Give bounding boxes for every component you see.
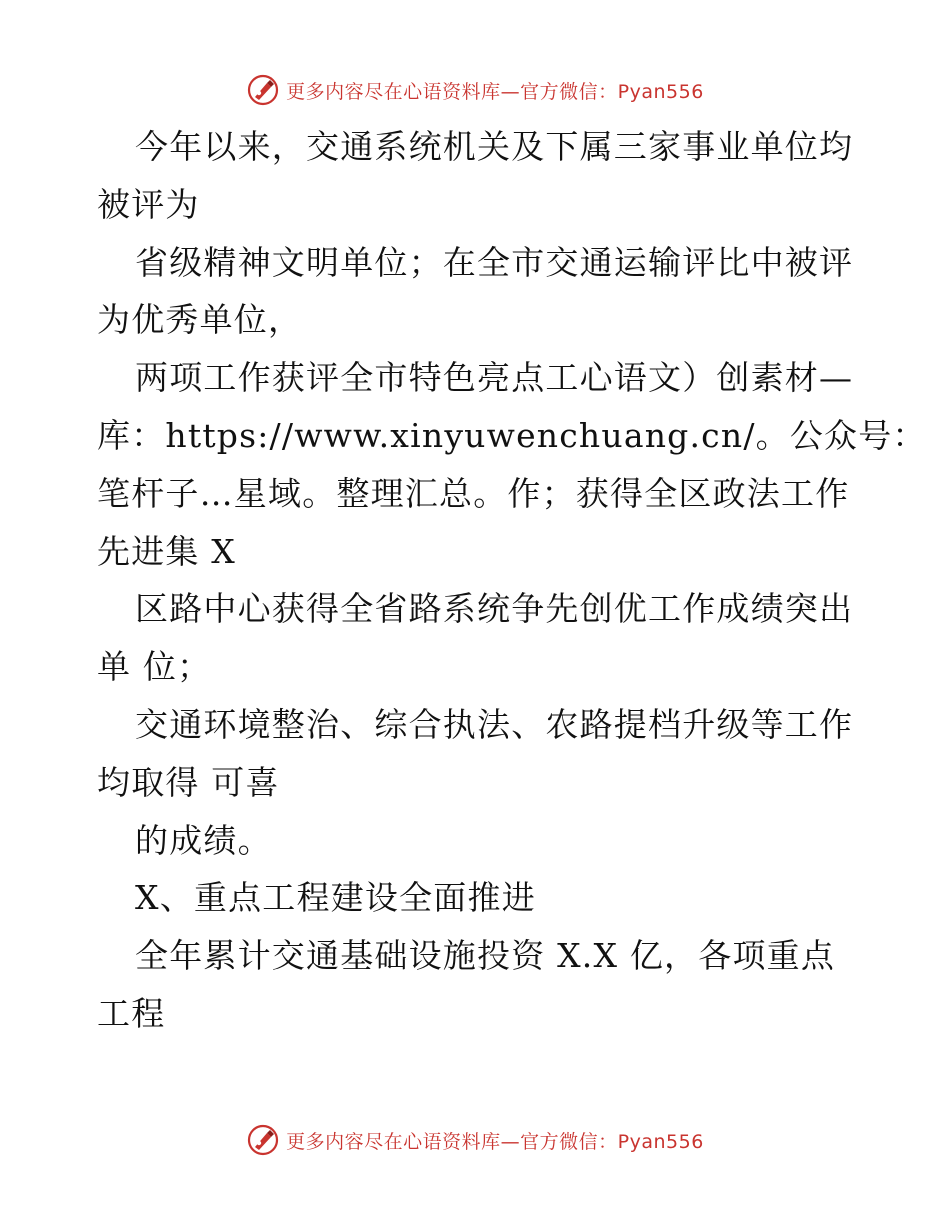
body-line: 均取得 可喜 xyxy=(97,762,280,802)
body-line: 今年以来，交通系统机关及下属三家事业单位均 xyxy=(135,127,854,166)
body-line: 为优秀单位， xyxy=(97,300,303,340)
body-line: 的成绩。 xyxy=(135,820,272,860)
body-line: 交通环境整治、综合执法、农路提档升级等工作 xyxy=(135,704,854,744)
body-line: 笔杆子…星域。整理汇总。作；获得全区政法工作 xyxy=(97,473,850,513)
footer-banner xyxy=(0,1120,950,1160)
body-line: 库：https://www.xinyuwenchuang.cn/。公众号： xyxy=(97,415,927,455)
section-heading: X、重点工程建设全面推进 xyxy=(135,878,536,918)
body-line: 先进集 X xyxy=(97,531,236,571)
header-banner xyxy=(0,70,950,110)
body-line: 全年累计交通基础设施投资 X.X 亿，各项重点 xyxy=(135,936,836,976)
pen-logo-icon xyxy=(246,1123,280,1157)
footer-banner-text: 更多内容尽在心语资料库—官方微信：Pyan556 xyxy=(286,1130,704,1153)
body-line: 单 位； xyxy=(97,647,212,687)
body-line: 被评为 xyxy=(97,184,200,224)
pen-logo-icon xyxy=(246,73,280,107)
body-line: 工程 xyxy=(97,993,166,1033)
body-line: 两项工作获评全市特色亮点工心语文）创素材— xyxy=(135,358,854,398)
document-body xyxy=(97,118,927,1043)
body-line: 省级精神文明单位；在全市交通运输评比中被评 xyxy=(135,242,854,282)
body-line: 区路中心获得全省路系统争先创优工作成绩突出 xyxy=(135,589,854,629)
header-banner-text: 更多内容尽在心语资料库—官方微信：Pyan556 xyxy=(286,80,704,103)
